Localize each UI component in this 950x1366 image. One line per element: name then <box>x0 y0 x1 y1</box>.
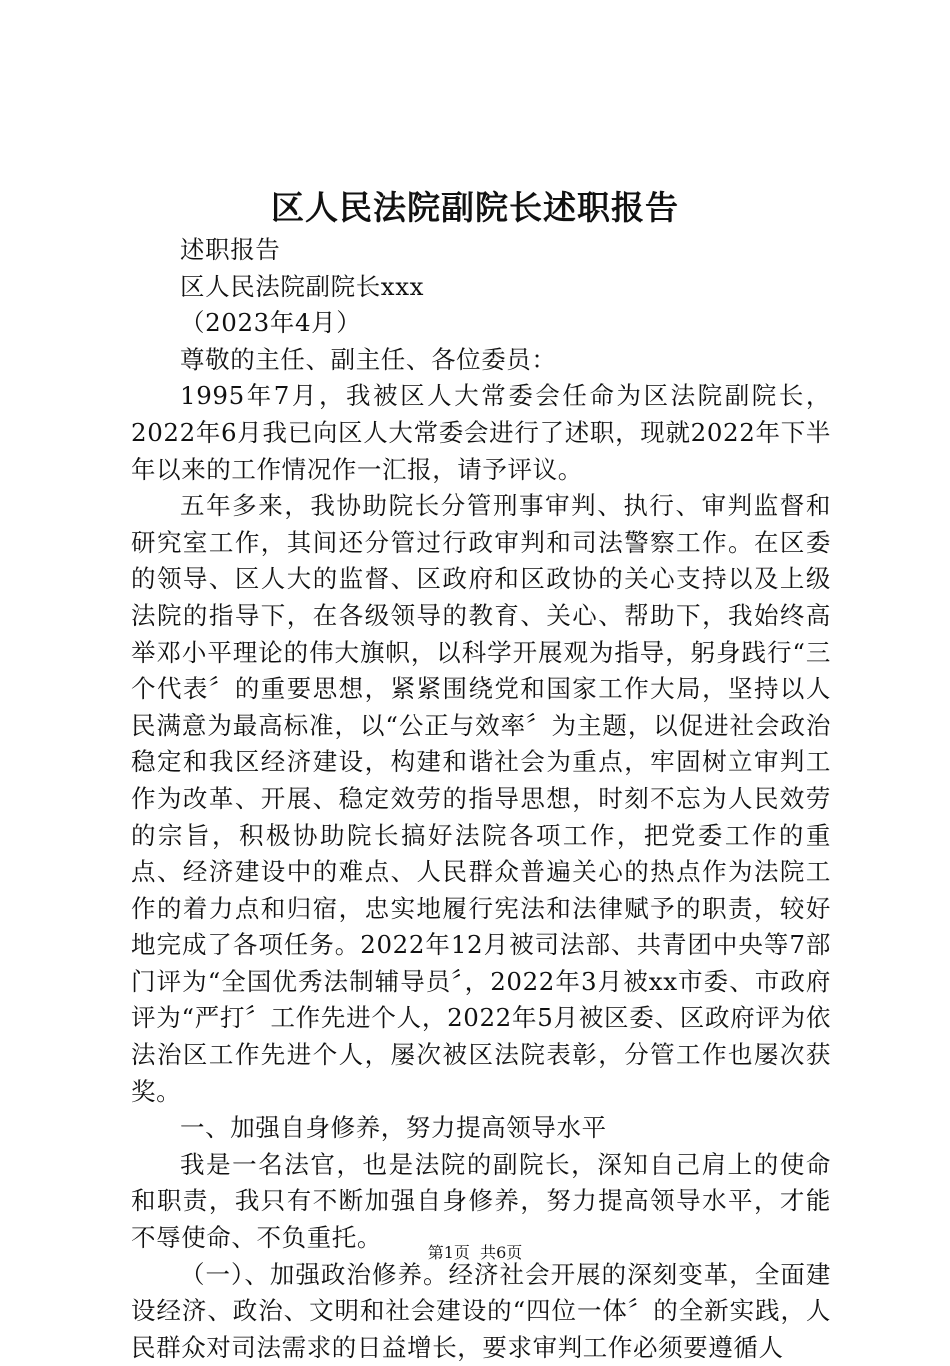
paragraph-section-1: 我是一名法官，也是法院的副院长，深知自己肩上的使命和职责，我只有不断加强自身修养，努力提高领导水平，才能不辱使命、不负重托。 <box>131 1149 831 1253</box>
paragraph-subsection-1: （一）、加强政治修养。经济社会开展的深刻变革，全面建设经济、政治、文明和社会建设的“四位一体〞的全新实践，人民群众对司法需求的日益增长，要求审判工作必须要遵循人 <box>131 1259 831 1362</box>
paragraph-author: 区人民法院副院长xxx <box>180 271 425 301</box>
document-body <box>131 232 831 1366</box>
paragraph-intro: 1995年7月，我被区人大常委会任命为区法院副院长，2022年6月我已向区人大常委会进行了述职，现就2022年下半年以来的工作情况作一汇报，请予评议。 <box>131 381 831 484</box>
page-footer <box>0 1241 950 1265</box>
paragraph-overview: 五年多来，我协助院长分管刑事审判、执行、审判监督和研究室工作，其间还分管过行政审判和司法警察工作。在区委的领导、区人大的监督、区政府和区政协的关心支持以及上级法院的指导下，在各级领导的教育、关心、帮助下，我始终高举邓小平理论的伟大旗帜，以科学开展观为指导，躬身践行“三个代表〞的重要思想，紧紧围绕党和国家工作大局，坚持以人民满意为最高标准，以“公正与效率〞为主题，以促进社会政治稳定和我区经济建设，构建和谐社会为重点，牢固树立审判工作为改革、开展、稳定效劳的指导思想，时刻不忘为人民效劳的宗旨，积极协助院长搞好法院各项工作，把党委工作的重点、经济建设中的难点、人民群众普遍关心的热点作为法院工作的着力点和归宿，忠实地履行宪法和法律赋予的职责，较好地完成了各项任务。2022年12月被司法部、共青团中央等7部门评为“全国优秀法制辅导员〞，2022年3月被xx市委、市政府评为“严打〞工作先进个人，2022年5月被区委、区政府评为依法治区工作先进个人，屡次被区法院表彰，分管工作也屡次获奖。 <box>131 491 831 1106</box>
page-number: 第1页 共6页 <box>427 1243 523 1262</box>
paragraph-date: （2023年4月） <box>180 308 362 338</box>
section-heading-1: 一、加强自身修养，努力提高领导水平 <box>180 1113 607 1143</box>
paragraph-heading-label: 述职报告 <box>180 235 281 264</box>
document-title: 区人民法院副院长述职报告 <box>271 188 679 227</box>
paragraph-salutation: 尊敬的主任、副主任、各位委员： <box>180 344 557 374</box>
